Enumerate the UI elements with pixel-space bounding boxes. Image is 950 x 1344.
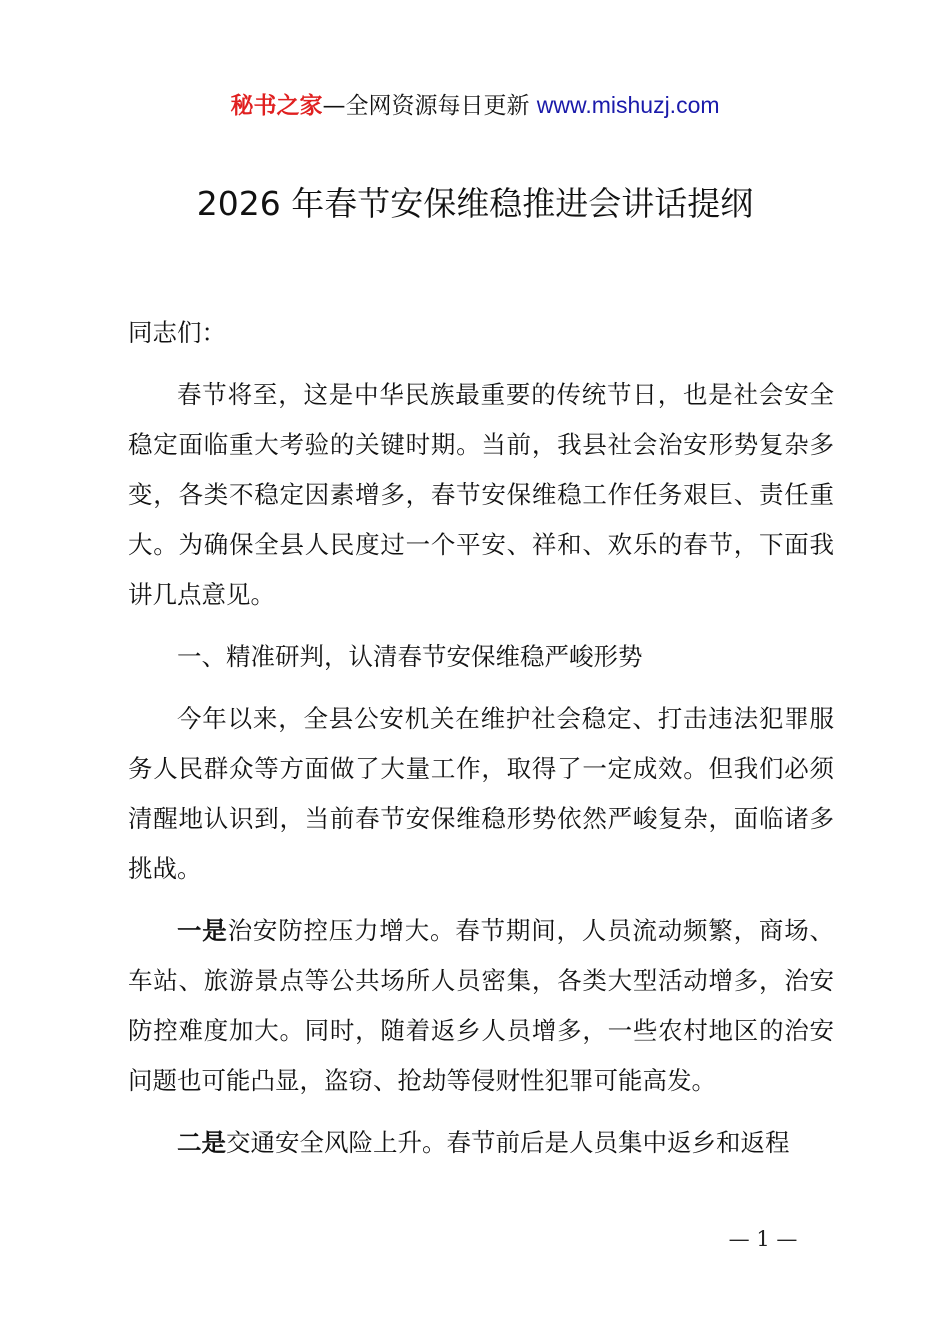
document-title: 2026 年春节安保维稳推进会讲话提纲: [196, 184, 754, 223]
point-1-lead: 一是: [177, 916, 228, 945]
point-1-text: 治安防控压力增大。春节期间，人员流动频繁，商场、车站、旅游景点等公共场所人员密集，各类大型活动增多，治安防控难度加大。同时，随着返乡人员增多，一些农村地区的治安问题也可能凸显，盗窃、抢劫等侵财性犯罪可能高发。: [128, 916, 835, 1095]
page-number: — 1 —: [728, 1227, 798, 1251]
site-header: [0, 88, 950, 123]
point-2-text: 交通安全风险上升。春节前后是人员集中返乡和返程: [226, 1128, 790, 1157]
intro-paragraph: 春节将至，这是中华民族最重要的传统节日，也是社会安全稳定面临重大考验的关键时期。当前，我县社会治安形势复杂多变，各类不稳定因素增多，春节安保维稳工作任务艰巨、责任重大。为确保全县人民度过一个平安、祥和、欢乐的春节，下面我讲几点意见。: [128, 380, 834, 609]
header-tagline: —全网资源每日更新: [322, 93, 530, 119]
point-1-paragraph: [128, 906, 834, 1106]
section-1-paragraph: 今年以来，全县公安机关在维护社会稳定、打击违法犯罪服务人民群众等方面做了大量工作，取得了一定成效。但我们必须清醒地认识到，当前春节安保维稳形势依然严峻复杂，面临诸多挑战。: [128, 704, 834, 883]
point-2-lead: 二是: [177, 1128, 226, 1157]
document-body: [128, 308, 834, 1180]
brand-name: 秘书之家: [230, 93, 323, 119]
point-2-paragraph: [128, 1118, 834, 1168]
site-url-link[interactable]: www.mishuzj.com: [536, 92, 720, 118]
section-heading-1: 一、精准研判，认清春节安保维稳严峻形势: [177, 642, 643, 671]
salutation: 同志们：: [128, 318, 226, 347]
